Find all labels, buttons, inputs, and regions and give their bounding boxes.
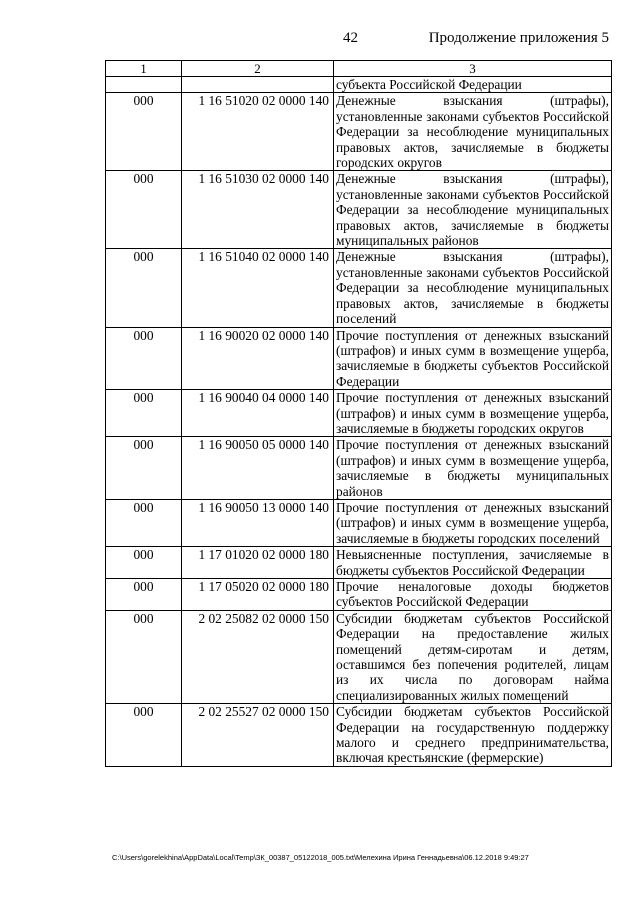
- table-row: [106, 547, 612, 579]
- admin-code-cell: 000: [106, 547, 182, 579]
- revenue-codes-table: [105, 60, 612, 767]
- table-row: [106, 437, 612, 500]
- description-cell: субъекта Российской Федерации: [334, 77, 612, 93]
- budget-code-cell: 1 17 01020 02 0000 180: [182, 547, 334, 579]
- admin-code-cell: 000: [106, 704, 182, 767]
- description-cell: Прочие поступления от денежных взысканий (штрафов) и иных сумм в возмещение ущерба, зачисляемые в бюджеты муниципальных районов: [334, 437, 612, 500]
- table-row: [106, 704, 612, 767]
- budget-code-cell: 1 17 05020 02 0000 180: [182, 579, 334, 611]
- description-cell: Денежные взыскания (штрафы), установленные законами субъектов Российской Федерации за несоблюдение муниципальных правовых актов, зачисляемые в бюджеты поселений: [334, 249, 612, 327]
- table-header-row: [106, 61, 612, 77]
- description-cell: Прочие неналоговые доходы бюджетов субъектов Российской Федерации: [334, 579, 612, 611]
- budget-code-cell: 1 16 51040 02 0000 140: [182, 249, 334, 327]
- admin-code-cell: 000: [106, 390, 182, 437]
- admin-code-cell: 000: [106, 610, 182, 703]
- description-cell: Денежные взыскания (штрафы), установленные законами субъектов Российской Федерации за несоблюдение муниципальных правовых актов, зачисляемые в бюджеты муниципальных районов: [334, 171, 612, 249]
- table-body: [106, 77, 612, 767]
- admin-code-cell: 000: [106, 437, 182, 500]
- page-number: 42: [343, 30, 358, 46]
- budget-code-cell: 1 16 90040 04 0000 140: [182, 390, 334, 437]
- column-header-1: 1: [106, 61, 182, 77]
- column-header-3: 3: [334, 61, 612, 77]
- budget-code-cell: 1 16 90050 05 0000 140: [182, 437, 334, 500]
- budget-code-cell: 2 02 25082 02 0000 150: [182, 610, 334, 703]
- description-cell: Прочие поступления от денежных взысканий (штрафов) и иных сумм в возмещение ущерба, зачисляемые в бюджеты городских округов: [334, 390, 612, 437]
- budget-code-cell: 1 16 51030 02 0000 140: [182, 171, 334, 249]
- table-row: [106, 579, 612, 611]
- description-cell: Субсидии бюджетам субъектов Российской Федерации на предоставление жилых помещений детям-сиротам и детям, оставшимся без попечения родителей, лицам из их числа по договорам найма специализированных жилых помещений: [334, 610, 612, 703]
- appendix-continuation-title: Продолжение приложения 5: [428, 30, 609, 46]
- budget-code-cell: 2 02 25527 02 0000 150: [182, 704, 334, 767]
- admin-code-cell: 000: [106, 327, 182, 390]
- column-header-2: 2: [182, 61, 334, 77]
- admin-code-cell: 000: [106, 579, 182, 611]
- description-cell: Субсидии бюджетам субъектов Российской Федерации на государственную поддержку малого и среднего предпринимательства, включая крестьянские (фермерские): [334, 704, 612, 767]
- table-row: [106, 499, 612, 546]
- description-cell: Прочие поступления от денежных взысканий (штрафов) и иных сумм в возмещение ущерба, зачисляемые в бюджеты городских поселений: [334, 499, 612, 546]
- file-path-footer: C:\Users\gorelekhina\AppData\Local\Temp\ЗК_00387_05122018_005.txt\Мелехина Ирина Геннадьевна\06.12.2018 9:49:27: [112, 853, 529, 862]
- admin-code-cell: 000: [106, 93, 182, 171]
- admin-code-cell: [106, 77, 182, 93]
- admin-code-cell: 000: [106, 171, 182, 249]
- budget-code-cell: 1 16 90020 02 0000 140: [182, 327, 334, 390]
- table-row: [106, 610, 612, 703]
- admin-code-cell: 000: [106, 499, 182, 546]
- budget-code-cell: 1 16 90050 13 0000 140: [182, 499, 334, 546]
- table-row: [106, 249, 612, 327]
- table-row: [106, 171, 612, 249]
- table-row: [106, 390, 612, 437]
- admin-code-cell: 000: [106, 249, 182, 327]
- table-row: [106, 327, 612, 390]
- description-cell: Невыясненные поступления, зачисляемые в бюджеты субъектов Российской Федерации: [334, 547, 612, 579]
- budget-code-cell: [182, 77, 334, 93]
- description-cell: Прочие поступления от денежных взысканий (штрафов) и иных сумм в возмещение ущерба, зачисляемые в бюджеты субъектов Российской Федерации: [334, 327, 612, 390]
- table-row: [106, 77, 612, 93]
- description-cell: Денежные взыскания (штрафы), установленные законами субъектов Российской Федерации за несоблюдение муниципальных правовых актов, зачисляемые в бюджеты городских округов: [334, 93, 612, 171]
- budget-code-cell: 1 16 51020 02 0000 140: [182, 93, 334, 171]
- table-row: [106, 93, 612, 171]
